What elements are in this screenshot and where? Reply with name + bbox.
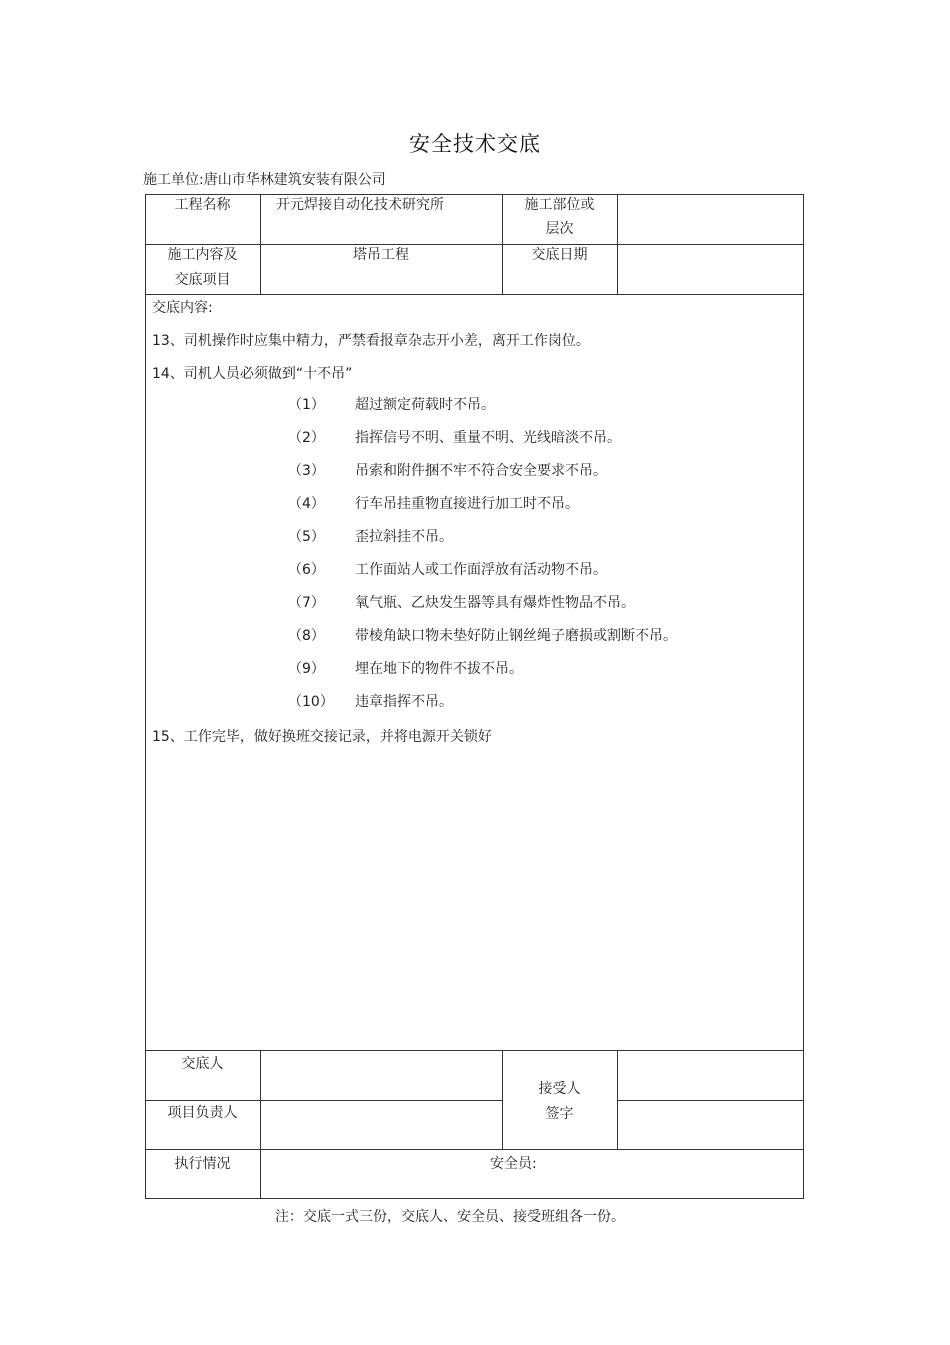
project-name-label: 工程名称 [174,197,231,213]
presenter-label: 交底人 [181,1056,224,1072]
sub-item-text: 吊索和附件捆不牢不符合安全要求不吊。 [355,463,607,479]
content-value: 塔吊工程 [353,247,409,263]
footnote: 注：交底一式三份，交底人、安全员、接受班组各一份。 [275,1209,625,1225]
location-label-line2: 层次 [545,221,574,237]
sub-item-text: 指挥信号不明、重量不明、光线暗淡不吊。 [355,430,621,446]
sub-item-text: 氧气瓶、乙炔发生器等具有爆炸性物品不吊。 [355,595,635,611]
sub-item-number: （2） [288,430,325,446]
project-name-value: 开元焊接自动化技术研究所 [276,197,444,213]
item-15: 15、工作完毕，做好换班交接记录，并将电源开关锁好 [152,729,492,745]
sub-item-number: （8） [288,628,325,644]
receiver-label-line1: 接受人 [538,1081,581,1097]
sub-item-text: 带棱角缺口物未垫好防止钢丝绳子磨损或割断不吊。 [355,628,677,644]
item-13: 13、司机操作时应集中精力，严禁看报章杂志开小差，离开工作岗位。 [152,333,590,349]
safety-officer-label: 安全员: [490,1156,537,1172]
construction-unit-value: 唐山市华林建筑安装有限公司 [203,172,386,188]
execution-label: 执行情况 [174,1156,231,1172]
construction-unit [143,169,386,189]
sub-item-text: 违章指挥不吊。 [355,694,453,710]
content-label-line1: 施工内容及 [167,247,238,263]
sub-item-text: 埋在地下的物件不拔不吊。 [355,661,523,677]
sub-item-number: （10） [288,694,334,710]
sub-item-text: 行车吊挂重物直接进行加工时不吊。 [355,496,579,512]
sub-item-number: （7） [288,595,325,611]
receiver-label-line2: 签字 [545,1106,574,1122]
sub-item-number: （1） [288,397,325,413]
sub-item-number: （6） [288,562,325,578]
sub-item-number: （3） [288,463,325,479]
sub-item-text: 歪拉斜挂不吊。 [355,529,453,545]
sub-item-number: （4） [288,496,325,512]
content-intro: 交底内容: [152,300,213,316]
document-title: 安全技术交底 [409,132,541,156]
sub-item-text: 超过额定荷载时不吊。 [355,397,495,413]
content-label-line2: 交底项目 [174,272,231,288]
sub-item-number: （5） [288,529,325,545]
project-manager-label: 项目负责人 [167,1105,238,1121]
location-label-line1: 施工部位或 [524,197,595,213]
sub-item-text: 工作面站人或工作面浮放有活动物不吊。 [355,562,607,578]
construction-unit-label: 施工单位: [143,172,204,188]
item-14: 14、司机人员必须做到“十不吊” [152,366,353,382]
sub-item-number: （9） [288,661,325,677]
disclosure-date-label: 交底日期 [531,247,588,263]
